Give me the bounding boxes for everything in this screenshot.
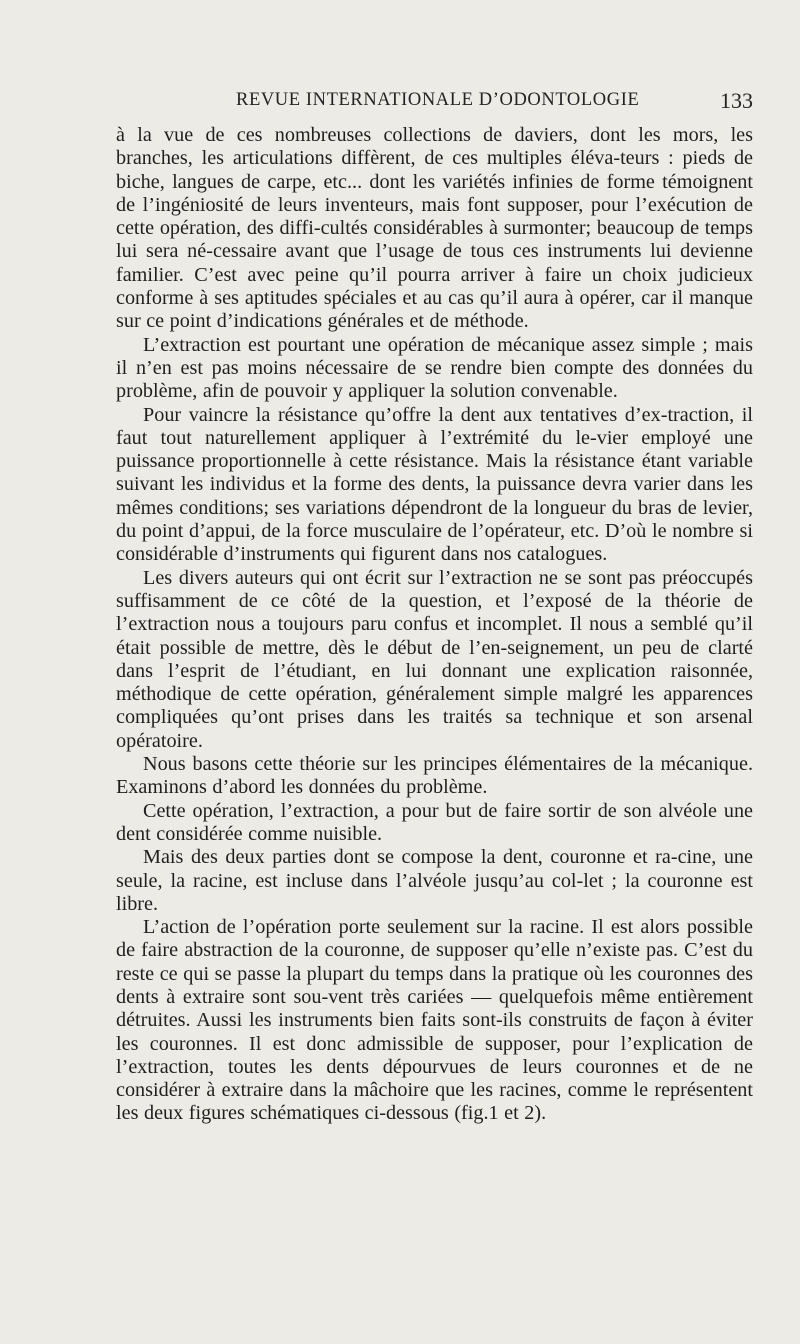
- paragraph: Cette opération, l’extraction, a pour but de faire sortir de son alvéole une dent considérée comme nuisible.: [116, 799, 753, 845]
- paragraph: Pour vaincre la résistance qu’offre la dent aux tentatives d’ex-traction, il faut tout naturellement appliquer à l’extrémité du le-vier employé une puissance proportionnelle à cette résistance. Mais la résistance étant variable suivant les individus et la forme des dents, la puissance devra varier dans les mêmes conditions; ses variations dépendront de la longueur du bras de levier, du point d’appui, de la force musculaire de l’opérateur, etc. D’où le nombre si considérable d’instruments qui figurent dans nos catalogues.: [116, 403, 753, 566]
- page-number: 133: [720, 88, 753, 113]
- paragraph: Nous basons cette théorie sur les principes élémentaires de la mécanique. Examinons d’abord les données du problème.: [116, 753, 753, 799]
- page-header: [116, 88, 753, 116]
- paragraph: Les divers auteurs qui ont écrit sur l’extraction ne se sont pas préoccupés suffisamment de ce côté de la question, et l’exposé de la théorie de l’extraction nous a toujours paru confus et incomplet. Il nous a semblé qu’il était possible de mettre, dès le début de l’en-seignement, un peu de clarté dans l’esprit de l’étudiant, en lui donnant une explication raisonnée, méthodique de cette opération, généralement simple malgré les apparences compliquées qu’ont prises dans les traités sa technique et son arsenal opératoire.: [116, 566, 753, 752]
- body-text: [116, 124, 753, 1126]
- paragraph: L’extraction est pourtant une opération de mécanique assez simple ; mais il n’en est pas moins nécessaire de se rendre bien compte des données du problème, afin de pouvoir y appliquer la solution convenable.: [116, 333, 753, 403]
- running-title: REVUE INTERNATIONALE D’ODONTOLOGIE: [236, 90, 640, 110]
- paragraph: Mais des deux parties dont se compose la dent, couronne et ra-cine, une seule, la racine, est incluse dans l’alvéole jusqu’au col-let ; la couronne est libre.: [116, 846, 753, 915]
- paragraph-continuation: à la vue de ces nombreuses collections de daviers, dont les mors, les branches, les articulations diffèrent, de ces multiples éléva-teurs : pieds de biche, langues de carpe, etc... dont les variétés infinies de forme témoignent de l’ingéniosité de leurs inventeurs, mais font supposer, pour l’exécution de cette opération, des diffi-cultés considérables à surmonter; beaucoup de temps lui sera né-cessaire avant que l’usage de tous ces instruments lui devienne familier. C’est avec peine qu’il pourra arriver à faire un choix judicieux conforme à ses aptitudes spéciales et au cas qu’il aura à opérer, car il manque sur ce point d’indications générales et de méthode.: [116, 124, 753, 333]
- paragraph: L’action de l’opération porte seulement sur la racine. Il est alors possible de faire abstraction de la couronne, de supposer qu’elle n’existe pas. C’est du reste ce qui se passe la plupart du temps dans la pratique où les couronnes des dents à extraire sont sou-vent très cariées — quelquefois même entièrement détruites. Aussi les instruments bien faits sont-ils construits de façon à éviter les couronnes. Il est donc admissible de supposer, pour l’explication de l’extraction, toutes les dents dépourvues de leurs couronnes et de ne considérer à extraire dans la mâchoire que les racines, comme le représentent les deux figures schématiques ci-dessous (fig.1 et 2).: [116, 916, 753, 1125]
